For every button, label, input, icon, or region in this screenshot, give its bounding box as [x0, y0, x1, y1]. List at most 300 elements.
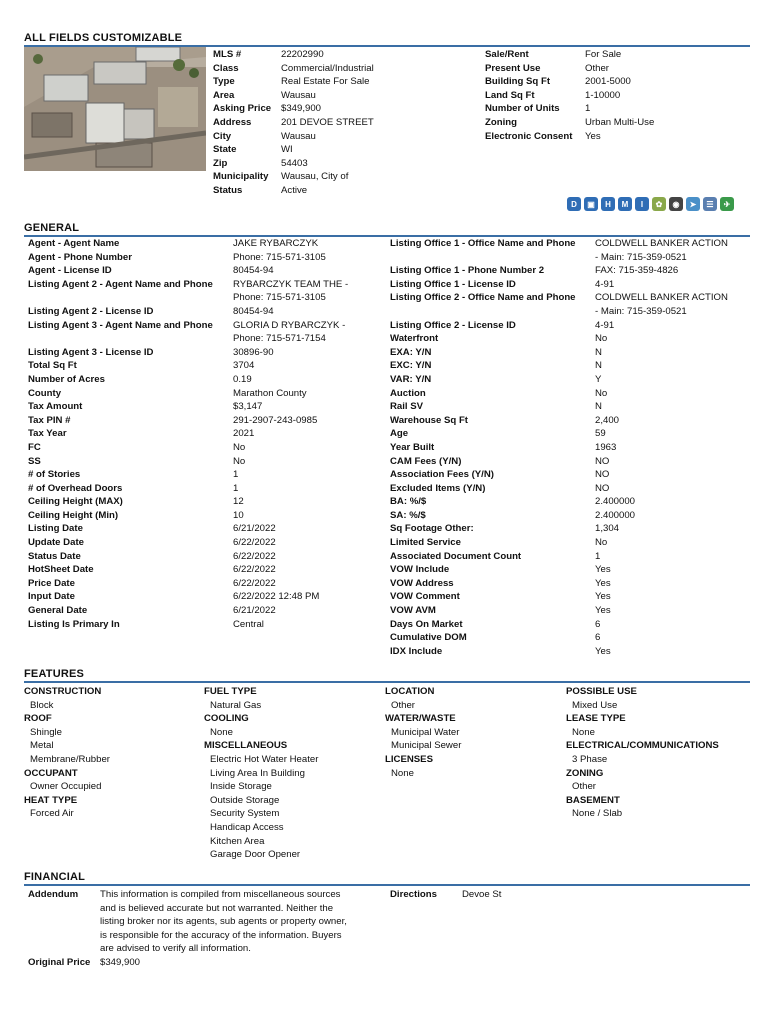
field-value: 6/21/2022: [233, 523, 276, 535]
field-label: Agent - Agent Name: [28, 238, 120, 249]
field-value: 2021: [233, 428, 255, 440]
field-row: [28, 359, 348, 373]
field-label: Municipality: [213, 171, 269, 183]
field-label: Asking Price: [213, 103, 272, 115]
globe-icon[interactable]: ✿: [652, 197, 666, 211]
feature-heading: COOLING: [204, 713, 249, 725]
feature-heading: POSSIBLE USE: [566, 686, 637, 697]
field-row: [390, 373, 728, 387]
h-icon[interactable]: H: [601, 197, 615, 211]
field-label: EXC: Y/N: [390, 360, 432, 372]
feature-item: Shingle: [30, 726, 63, 738]
field-value: 2.400000: [595, 496, 636, 508]
field-label: Listing Office 1 - Phone Number 2: [390, 265, 545, 277]
field-label: [390, 305, 595, 319]
field-row: [390, 427, 728, 441]
field-label: Class: [213, 62, 239, 74]
field-row: [28, 291, 348, 305]
directions-label: Directions: [390, 889, 437, 900]
field-label: Sale/Rent: [485, 49, 529, 60]
field-label: Rail SV: [390, 401, 424, 413]
field-row: [390, 550, 728, 564]
field-value: 2,400: [595, 414, 620, 426]
field-row: [28, 536, 348, 550]
field-label: Listing Office 1 - License ID: [390, 278, 516, 290]
field-label: Update Date: [28, 537, 84, 549]
financial-rule: [24, 884, 750, 886]
field-row: [28, 346, 348, 360]
field-value: - Main: 715-359-0521: [595, 251, 687, 263]
field-label: Sq Footage Other:: [390, 523, 474, 535]
field-label: Tax Year: [28, 428, 67, 440]
field-value: For Sale: [585, 49, 622, 60]
general-left: [28, 237, 348, 631]
field-value: 30896-90: [233, 346, 274, 358]
header-title: ALL FIELDS CUSTOMIZABLE: [24, 32, 183, 44]
field-row: [28, 604, 348, 618]
field-label: County: [28, 387, 62, 399]
field-row: [28, 278, 348, 292]
field-row: [213, 75, 374, 89]
field-value: 6: [595, 632, 601, 644]
field-label: Electronic Consent: [485, 130, 573, 142]
section-features: FEATURES: [24, 668, 85, 680]
tour-icon[interactable]: ➤: [686, 197, 700, 211]
field-value: 6: [595, 618, 601, 630]
field-label: # of Overhead Doors: [28, 482, 123, 494]
field-row: [390, 387, 728, 401]
feature-item: Block: [30, 699, 54, 711]
field-value: 1963: [595, 441, 617, 453]
field-label: City: [213, 130, 232, 142]
photo-icon[interactable]: ▣: [584, 197, 598, 211]
field-label: [390, 251, 595, 265]
field-row: [28, 618, 348, 632]
field-label: CAM Fees (Y/N): [390, 455, 462, 467]
field-value: 80454-94: [233, 265, 274, 277]
field-value: COLDWELL BANKER ACTION: [595, 292, 728, 304]
field-row: [28, 400, 348, 414]
field-label: State: [213, 144, 237, 156]
field-row: [485, 48, 654, 62]
field-label: Status Date: [28, 550, 81, 562]
field-row: [485, 62, 654, 76]
field-label: Tax PIN #: [28, 414, 71, 426]
field-value: Phone: 715-571-7154: [233, 333, 326, 345]
field-row: [390, 441, 728, 455]
field-value: 0.19: [233, 373, 252, 385]
field-label: Present Use: [485, 62, 541, 74]
field-label: Area: [213, 89, 235, 101]
field-label: Associated Document Count: [390, 550, 522, 562]
field-label: [28, 291, 233, 305]
field-value: WI: [281, 144, 293, 156]
field-label: EXA: Y/N: [390, 346, 432, 358]
field-value: Wausau: [281, 89, 316, 101]
feature-item: Other: [572, 781, 596, 793]
field-label: IDX Include: [390, 645, 443, 657]
field-row: [390, 332, 728, 346]
field-label: Age: [390, 428, 409, 440]
field-label: Ceiling Height (MAX): [28, 496, 123, 508]
walk-icon[interactable]: ✈: [720, 197, 734, 211]
field-value: FAX: 715-359-4826: [595, 265, 679, 277]
feature-heading: MISCELLANEOUS: [204, 740, 288, 752]
field-row: [390, 563, 728, 577]
field-row: [28, 455, 348, 469]
field-value: 6/21/2022: [233, 605, 276, 617]
field-value: 6/22/2022: [233, 577, 276, 589]
field-value: Wausau: [281, 130, 316, 142]
field-value: Yes: [595, 645, 611, 657]
field-row: [390, 468, 728, 482]
feature-heading: LOCATION: [385, 686, 435, 697]
feature-item: Living Area In Building: [210, 767, 305, 779]
addendum-line: and is believed accurate but not warranted. Neither the: [100, 902, 334, 914]
general-right: [390, 237, 728, 658]
feature-heading: LEASE TYPE: [566, 713, 626, 725]
field-value: N: [595, 346, 602, 358]
field-label: [28, 332, 233, 346]
field-label: VOW Include: [390, 564, 450, 576]
field-value: 6/22/2022 12:48 PM: [233, 591, 320, 603]
field-row: [485, 116, 654, 130]
field-value: 291-2907-243-0985: [233, 414, 318, 426]
addendum-line: are advised to verify all information.: [100, 943, 251, 955]
field-value: COLDWELL BANKER ACTION: [595, 238, 728, 249]
field-row: [390, 319, 728, 333]
field-value: No: [595, 387, 608, 399]
features-rule: [24, 681, 750, 683]
field-value: 12: [233, 496, 244, 508]
field-value: Phone: 715-571-3105: [233, 251, 326, 263]
field-value: 6/22/2022: [233, 537, 276, 549]
field-label: HotSheet Date: [28, 564, 94, 576]
field-row: [28, 563, 348, 577]
field-value: Marathon County: [233, 387, 307, 399]
feature-heading: BASEMENT: [566, 794, 620, 806]
field-value: 22202990: [281, 49, 324, 60]
field-label: Type: [213, 76, 235, 88]
feature-item: Membrane/Rubber: [30, 753, 110, 765]
report-icon[interactable]: ☰: [703, 197, 717, 211]
addendum-text: [100, 888, 380, 956]
field-row: [390, 400, 728, 414]
field-row: [28, 482, 348, 496]
field-row: [213, 130, 374, 144]
features-col-4: [566, 685, 719, 821]
field-row: [213, 143, 374, 157]
field-label: Listing Agent 3 - Agent Name and Phone: [28, 319, 213, 331]
field-value: No: [233, 455, 246, 467]
field-row: [28, 251, 348, 265]
field-label: Input Date: [28, 591, 75, 603]
field-value: Yes: [585, 130, 601, 142]
field-label: VOW Comment: [390, 591, 460, 603]
features-col-1: [24, 685, 110, 821]
feature-heading: ZONING: [566, 767, 604, 779]
feature-item: Inside Storage: [210, 781, 272, 793]
original-price-value: $349,900: [100, 957, 141, 968]
feature-item: Mixed Use: [572, 699, 618, 711]
field-row: [28, 427, 348, 441]
field-row: [390, 455, 728, 469]
field-row: [390, 590, 728, 604]
feature-item: Municipal Water: [391, 726, 460, 738]
field-label: Cumulative DOM: [390, 632, 467, 644]
field-row: [390, 359, 728, 373]
field-value: 1: [233, 469, 239, 481]
field-row: [390, 278, 728, 292]
feature-item: None: [210, 726, 233, 738]
field-row: [390, 305, 728, 319]
addendum-line: listing broker nor its agents, sub agents or property owner,: [100, 916, 347, 928]
info-icon[interactable]: I: [635, 197, 649, 211]
field-row: [28, 414, 348, 428]
camera-icon[interactable]: ◉: [669, 197, 683, 211]
field-value: GLORIA D RYBARCZYK -: [233, 319, 346, 331]
field-row: [390, 536, 728, 550]
summary-left: [213, 48, 374, 198]
field-row: [390, 414, 728, 428]
field-label: Land Sq Ft: [485, 89, 535, 101]
section-financial: FINANCIAL: [24, 871, 86, 883]
field-value: 6/22/2022: [233, 564, 276, 576]
field-value: 1: [595, 550, 601, 562]
field-label: Zip: [213, 157, 228, 169]
field-label: Total Sq Ft: [28, 360, 77, 372]
field-row: [390, 346, 728, 360]
field-value: $349,900: [281, 103, 322, 115]
feature-item: Municipal Sewer: [391, 740, 462, 752]
field-value: 1: [233, 482, 239, 494]
field-row: [485, 102, 654, 116]
field-value: 2001-5000: [585, 76, 631, 88]
field-row: [28, 373, 348, 387]
directions-value: Devoe St: [462, 889, 502, 900]
field-value: NO: [595, 469, 610, 481]
summary-right: [485, 48, 654, 143]
field-label: Zoning: [485, 116, 517, 128]
field-row: [28, 319, 348, 333]
field-label: SS: [28, 455, 41, 467]
field-value: - Main: 715-359-0521: [595, 305, 687, 317]
field-label: Agent - Phone Number: [28, 251, 132, 263]
field-value: Other: [585, 62, 609, 74]
field-row: [28, 237, 348, 251]
field-value: 1,304: [595, 523, 620, 535]
field-value: No: [595, 333, 608, 345]
property-photo[interactable]: [24, 47, 206, 171]
field-value: Central: [233, 618, 264, 630]
field-label: VOW Address: [390, 577, 454, 589]
field-label: BA: %/$: [390, 496, 427, 508]
field-value: NO: [595, 482, 610, 494]
field-label: Listing Office 1 - Office Name and Phone: [390, 238, 576, 249]
field-value: No: [595, 537, 608, 549]
field-value: Yes: [595, 564, 611, 576]
field-row: [390, 577, 728, 591]
field-label: VOW AVM: [390, 605, 436, 617]
field-row: [390, 291, 728, 305]
field-value: $3,147: [233, 401, 263, 413]
field-value: 201 DEVOE STREET: [281, 116, 374, 128]
feature-item: Security System: [210, 808, 280, 820]
field-value: 4-91: [595, 278, 615, 290]
feature-heading: CONSTRUCTION: [24, 686, 102, 697]
feature-item: None / Slab: [572, 808, 623, 820]
feature-item: Outside Storage: [210, 794, 280, 806]
field-label: Year Built: [390, 441, 435, 453]
field-label: Listing Office 2 - License ID: [390, 319, 516, 331]
feature-item: Electric Hot Water Heater: [210, 753, 319, 765]
field-value: Yes: [595, 591, 611, 603]
aerial-photo-image: [24, 47, 206, 171]
field-label: VAR: Y/N: [390, 373, 432, 385]
field-label: Tax Amount: [28, 401, 83, 413]
feature-item: Metal: [30, 740, 54, 752]
field-row: [485, 89, 654, 103]
field-label: FC: [28, 441, 41, 453]
field-row: [485, 75, 654, 89]
feature-item: Garage Door Opener: [210, 849, 301, 861]
feature-item: 3 Phase: [572, 753, 608, 765]
field-value: 1-10000: [585, 89, 621, 101]
field-row: [390, 482, 728, 496]
field-row: [390, 237, 728, 251]
field-row: [390, 251, 728, 265]
field-label: Listing Office 2 - Office Name and Phone: [390, 292, 576, 304]
field-label: # of Stories: [28, 469, 81, 481]
field-label: Limited Service: [390, 537, 461, 549]
addendum-label: Addendum: [28, 889, 79, 900]
field-label: Listing Agent 2 - License ID: [28, 305, 154, 317]
field-label: Excluded Items (Y/N): [390, 482, 486, 494]
field-row: [28, 387, 348, 401]
feature-item: None: [572, 726, 595, 738]
field-row: [28, 305, 348, 319]
field-row: [28, 577, 348, 591]
field-row: [28, 441, 348, 455]
field-value: 80454-94: [233, 305, 274, 317]
field-value: No: [233, 441, 246, 453]
doc-d-icon[interactable]: D: [567, 197, 581, 211]
field-value: Real Estate For Sale: [281, 76, 370, 88]
field-value: Yes: [595, 577, 611, 589]
action-icons: [567, 197, 734, 211]
field-label: Listing Agent 3 - License ID: [28, 346, 154, 358]
field-row: [28, 550, 348, 564]
field-row: [485, 130, 654, 144]
feature-heading: ELECTRICAL/COMMUNICATIONS: [566, 740, 719, 752]
field-row: [28, 332, 348, 346]
field-row: [28, 264, 348, 278]
feature-item: Forced Air: [30, 808, 74, 820]
field-value: 1: [585, 103, 591, 115]
feature-heading: FUEL TYPE: [204, 686, 257, 697]
field-value: 59: [595, 428, 606, 440]
field-value: Urban Multi-Use: [585, 116, 655, 128]
field-row: [390, 645, 728, 659]
field-row: [390, 618, 728, 632]
features-col-3: [385, 685, 461, 780]
field-row: [28, 522, 348, 536]
field-value: Y: [595, 373, 602, 385]
feature-heading: LICENSES: [385, 753, 433, 765]
field-label: Listing Is Primary In: [28, 618, 120, 630]
field-value: 2.400000: [595, 509, 636, 521]
field-value: 4-91: [595, 319, 615, 331]
field-label: Association Fees (Y/N): [390, 469, 494, 481]
field-row: [213, 184, 374, 198]
field-label: Waterfront: [390, 333, 439, 345]
field-value: Wausau, City of: [281, 171, 349, 183]
field-row: [390, 495, 728, 509]
field-row: [213, 89, 374, 103]
feature-heading: WATER/WASTE: [385, 713, 456, 725]
field-row: [390, 509, 728, 523]
field-value: 3704: [233, 360, 255, 372]
feature-heading: OCCUPANT: [24, 767, 78, 779]
feature-item: None: [391, 767, 414, 779]
field-label: Auction: [390, 387, 426, 399]
field-label: MLS #: [213, 49, 242, 60]
field-row: [213, 116, 374, 130]
feature-heading: ROOF: [24, 713, 52, 725]
field-label: Agent - License ID: [28, 265, 112, 277]
field-value: N: [595, 360, 602, 372]
field-value: Active: [281, 184, 308, 196]
field-row: [390, 631, 728, 645]
field-value: 6/22/2022: [233, 550, 276, 562]
field-label: Address: [213, 116, 252, 128]
feature-item: Owner Occupied: [30, 781, 102, 793]
feature-item: Handicap Access: [210, 821, 284, 833]
addendum-line: is responsible for the accuracy of the information. Buyers: [100, 929, 342, 941]
field-row: [390, 604, 728, 618]
field-row: [28, 509, 348, 523]
feature-item: Kitchen Area: [210, 835, 265, 847]
feature-item: Other: [391, 699, 415, 711]
field-row: [390, 522, 728, 536]
field-value: RYBARCZYK TEAM THE -: [233, 278, 349, 290]
m-icon[interactable]: M: [618, 197, 632, 211]
field-row: [28, 468, 348, 482]
field-label: Price Date: [28, 577, 75, 589]
field-value: Phone: 715-571-3105: [233, 292, 326, 304]
field-label: Ceiling Height (Min): [28, 509, 119, 521]
field-row: [213, 62, 374, 76]
feature-heading: HEAT TYPE: [24, 794, 78, 806]
field-label: Building Sq Ft: [485, 76, 551, 88]
field-value: N: [595, 401, 602, 413]
field-row: [28, 590, 348, 604]
field-row: [213, 48, 374, 62]
field-value: 54403: [281, 157, 308, 169]
field-value: NO: [595, 455, 610, 467]
field-label: Number of Units: [485, 103, 560, 115]
field-label: Status: [213, 184, 243, 196]
field-label: Days On Market: [390, 618, 463, 630]
field-label: Listing Agent 2 - Agent Name and Phone: [28, 278, 213, 290]
feature-item: Natural Gas: [210, 699, 262, 711]
field-row: [213, 170, 374, 184]
field-label: General Date: [28, 605, 88, 617]
addendum-line: This information is compiled from miscellaneous sources: [100, 889, 341, 900]
field-label: Listing Date: [28, 523, 83, 535]
field-label: SA: %/$: [390, 509, 426, 521]
field-label: Warehouse Sq Ft: [390, 414, 469, 426]
